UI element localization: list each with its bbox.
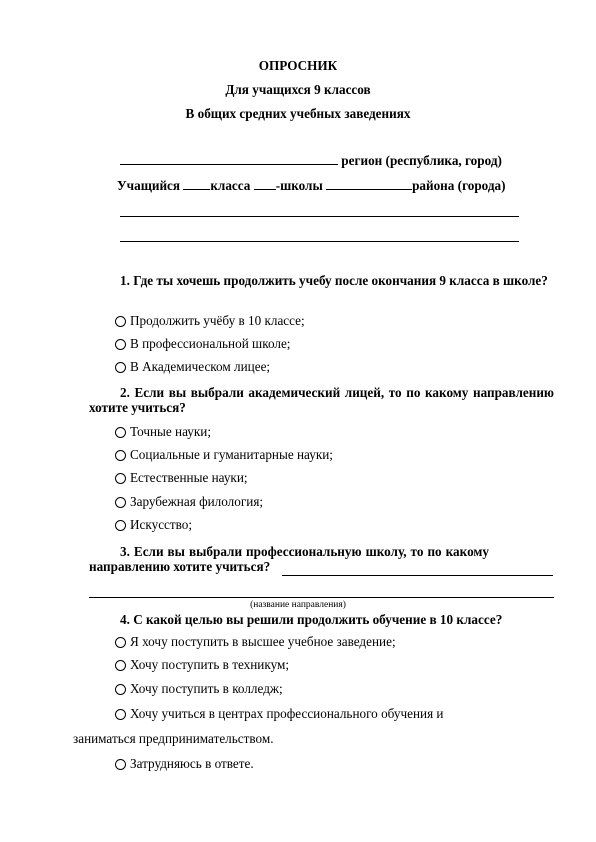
q4-option-5[interactable] [115, 756, 254, 772]
student-row [117, 178, 506, 194]
q2-option-5-label: Искусство; [130, 517, 193, 532]
radio-circle-icon[interactable] [115, 362, 126, 373]
q1-option-3[interactable] [115, 359, 270, 375]
q2-option-1-label: Точные науки; [130, 424, 211, 439]
q2-option-3-label: Естественные науки; [130, 470, 248, 485]
page-subtitle-grade: Для учащихся 9 классов [225, 82, 371, 97]
question-4-text: 4. С какой целью вы решили продолжить обучение в 10 классе? [120, 612, 503, 627]
radio-circle-icon[interactable] [115, 637, 126, 648]
radio-circle-icon[interactable] [115, 497, 126, 508]
student-label: Учащийся [117, 178, 181, 193]
radio-circle-icon[interactable] [115, 684, 126, 695]
q1-option-1[interactable] [115, 313, 305, 329]
q2-option-2[interactable] [115, 447, 333, 463]
blank-line-1[interactable] [120, 216, 519, 217]
radio-circle-icon[interactable] [115, 759, 126, 770]
q1-option-3-label: В Академическом лицее; [130, 359, 271, 374]
region-row [120, 153, 502, 169]
q2-option-4[interactable] [115, 494, 263, 510]
q4-option-1-label: Я хочу поступить в высшее учебное заведение; [130, 634, 396, 649]
class-number-blank[interactable] [183, 178, 210, 190]
q4-option-4[interactable] [115, 706, 444, 722]
region-label: регион (республика, город) [341, 153, 502, 168]
q2-option-5[interactable] [115, 517, 192, 533]
radio-circle-icon[interactable] [115, 450, 126, 461]
blank-line-2[interactable] [120, 241, 519, 242]
radio-circle-icon[interactable] [115, 473, 126, 484]
q2-option-1[interactable] [115, 424, 211, 440]
q3-answer-line[interactable] [89, 597, 554, 598]
q2-option-2-label: Социальные и гуманитарные науки; [130, 447, 333, 462]
q1-option-1-label: Продолжить учёбу в 10 классе; [130, 313, 305, 328]
question-1-text: 1. Где ты хочешь продолжить учебу после окончания 9 класса в школе? [120, 273, 548, 288]
q4-option-1[interactable] [115, 634, 396, 650]
radio-circle-icon[interactable] [115, 339, 126, 350]
q2-option-4-label: Зарубежная филология; [130, 494, 264, 509]
school-number-blank[interactable] [254, 178, 276, 190]
class-label: класса [210, 178, 251, 193]
q4-option-4-label: Хочу учиться в центрах профессионального обучения и [130, 706, 444, 721]
q4-option-3[interactable] [115, 681, 283, 697]
radio-circle-icon[interactable] [115, 520, 126, 531]
district-label: района (города) [412, 178, 506, 193]
question-2-text: 2. Если вы выбрали академический лицей, то по какому направлению хотите учиться? [89, 385, 554, 415]
q4-option-5-label: Затрудняюсь в ответе. [130, 756, 254, 771]
q4-option-3-label: Хочу поступить в колледж; [130, 681, 283, 696]
page-title: ОПРОСНИК [258, 58, 338, 73]
region-blank[interactable] [120, 153, 338, 165]
question-3-text: 3. Если вы выбрали профессиональную школу, то по какому направлению хотите учиться? [89, 544, 489, 574]
radio-circle-icon[interactable] [115, 660, 126, 671]
q1-option-2-label: В профессиональной школе; [130, 336, 291, 351]
q4-option-2[interactable] [115, 657, 289, 673]
page-subtitle-institution: В общих средних учебных заведениях [185, 106, 411, 121]
q3-answer-line-inline[interactable] [282, 575, 553, 576]
q3-caption: (название направления) [250, 600, 346, 610]
school-label: -школы [275, 178, 323, 193]
q4-option-4-continuation: заниматься предпринимательством. [73, 731, 274, 746]
q1-option-2[interactable] [115, 336, 290, 352]
district-blank[interactable] [326, 178, 412, 190]
q2-option-3[interactable] [115, 470, 248, 486]
radio-circle-icon[interactable] [115, 316, 126, 327]
radio-circle-icon[interactable] [115, 709, 126, 720]
q4-option-2-label: Хочу поступить в техникум; [130, 657, 289, 672]
radio-circle-icon[interactable] [115, 427, 126, 438]
